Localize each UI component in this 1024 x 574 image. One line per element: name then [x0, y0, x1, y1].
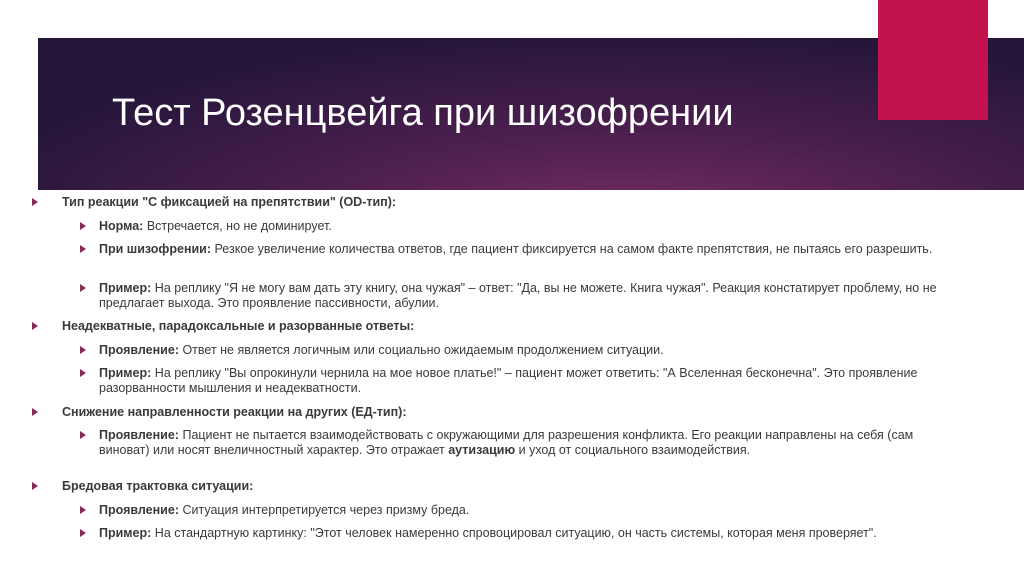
triangle-bullet-icon — [80, 431, 86, 439]
list-item: Норма: Встречается, но не доминирует. — [99, 219, 332, 233]
triangle-bullet-icon — [32, 322, 38, 330]
triangle-bullet-icon — [80, 346, 86, 354]
section-heading: Снижение направленности реакции на других (ЕД-тип): — [62, 405, 407, 419]
list-item: Проявление: Пациент не пытается взаимодействовать с окружающими для разрешения конфликта. Его реакции направлены на себя (сам виноват) или носят внеличностный характер. Это отражает аутизацию и уход от социального взаимодействия. — [99, 428, 914, 457]
list-item: Проявление: Ответ не является логичным или социально ожидаемым продолжением ситуации. — [99, 343, 664, 357]
slide-title: Тест Розенцвейга при шизофрении — [112, 92, 734, 134]
triangle-bullet-icon — [32, 198, 38, 206]
triangle-bullet-icon — [32, 482, 38, 490]
triangle-bullet-icon — [80, 369, 86, 377]
section-heading: Неадекватные, парадоксальные и разорванные ответы: — [62, 319, 415, 333]
list-item: Проявление: Ситуация интерпретируется через призму бреда. — [99, 503, 470, 517]
triangle-bullet-icon — [80, 529, 86, 537]
section-heading: Бредовая трактовка ситуации: — [62, 479, 254, 493]
triangle-bullet-icon — [80, 506, 86, 514]
list-item: При шизофрении: Резкое увеличение количества ответов, где пациент фиксируется на самом факте препятствия, не пытаясь его разрешить. — [99, 242, 933, 256]
list-item: Пример: На стандартную картинку: "Этот человек намеренно спровоцировал ситуацию, он часть системы, которая меня проверяет". — [99, 526, 877, 540]
triangle-bullet-icon — [80, 245, 86, 253]
triangle-bullet-icon — [80, 222, 86, 230]
triangle-bullet-icon — [80, 284, 86, 292]
section-heading: Тип реакции "С фиксацией на препятствии" (OD-тип): — [62, 195, 397, 209]
list-item: Пример: На реплику "Я не могу вам дать эту книгу, она чужая" – ответ: "Да, вы не можете. Книга чужая". Реакция констатирует проблему, но не предлагает выхода. Это проявление пассивности, абулии. — [99, 281, 937, 310]
list-item: Пример: На реплику "Вы опрокинули чернила на мое новое платье!" – пациент может ответить: "А Вселенная бесконечна". Это проявление разорванности мышления и неадекватности. — [99, 366, 918, 395]
triangle-bullet-icon — [32, 408, 38, 416]
